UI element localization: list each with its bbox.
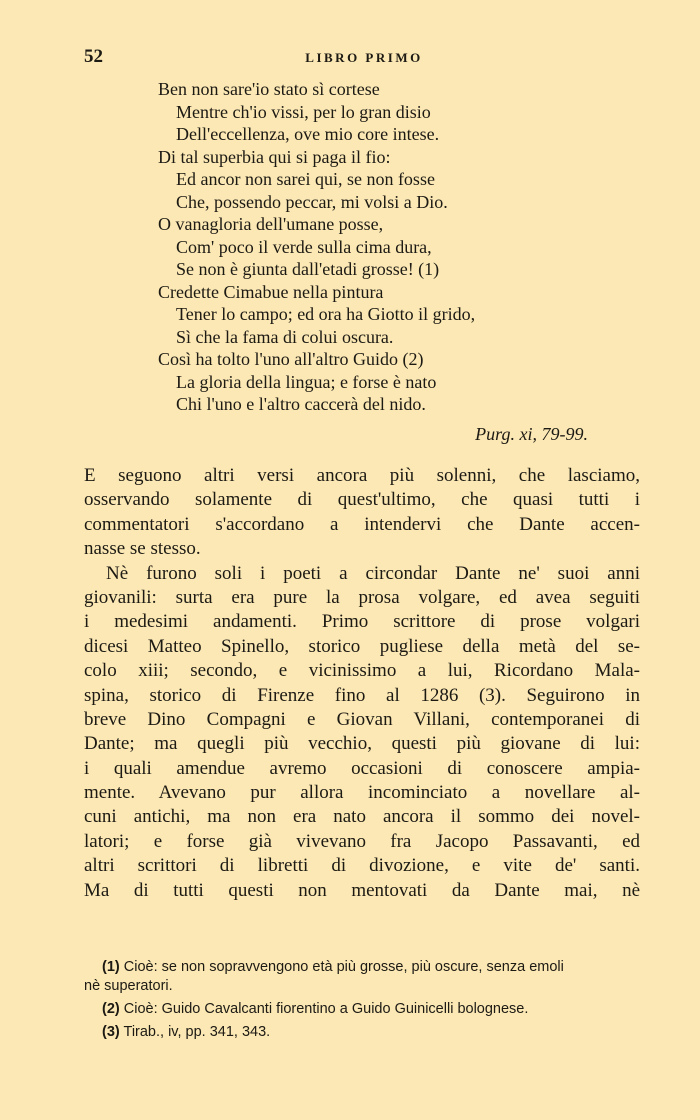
text-line: altri scrittori di libretti di divozione, e vite de' santi. — [84, 855, 640, 877]
poem-line: Tener lo campo; ed ora ha Giotto il grido, — [176, 304, 476, 324]
text-line: cuni antichi, ma non era nato ancora il sommo dei novel- — [84, 806, 640, 828]
text-line: commentatori s'accordano a intendervi che Dante accen- — [84, 513, 640, 535]
text-line: Nè furono soli i poeti a circondar Dante ne' suoi anni — [106, 562, 640, 584]
footnote — [84, 1000, 640, 1019]
footnote-text: Cioè: Guido Cavalcanti fiorentino a Guido Guinicelli bolognese. — [119, 1001, 529, 1017]
paragraph — [84, 562, 640, 903]
footnote-text: Cioè: se non sopravvengono età più grosse, più oscure, senza emoli — [119, 959, 564, 975]
page-header — [84, 46, 644, 74]
text-line: nasse se stesso. — [84, 538, 201, 560]
text-line: E seguono altri versi ancora più solenni, che lasciamo, — [84, 465, 640, 486]
text-line: giovanili: surta era pure la prosa volgare, ed avea seguiti — [84, 586, 640, 608]
poem-line: Mentre ch'io vissi, per lo gran disio — [176, 101, 431, 122]
poem-quotation — [158, 78, 598, 416]
poem-line: Credette Cimabue nella pintura — [158, 281, 384, 302]
text-line: spina, storico di Firenze fino al 1286 (3). Seguirono in — [84, 684, 640, 706]
poem-reference: Purg. xi, 79-99. — [475, 424, 588, 444]
footnote — [84, 1023, 640, 1042]
poem-line: Che, possendo peccar, mi volsi a Dio. — [176, 191, 448, 212]
poem-line: Di tal superbia qui si paga il fio: — [158, 146, 391, 167]
running-head: LIBRO PRIMO — [305, 50, 423, 65]
footnote-mark: (3) — [102, 1024, 120, 1040]
footnote-text: nè superatori. — [84, 978, 173, 994]
poem-line: O vanagloria dell'umane posse, — [158, 214, 384, 234]
text-line: dicesi Matteo Spinello, storico pugliese della metà del se- — [84, 635, 640, 657]
text-line: latori; e forse già vivevano fra Jacopo Passavanti, ed — [84, 830, 640, 852]
footnotes — [84, 958, 640, 1046]
poem-line: Ed ancor non sarei qui, se non fosse — [176, 169, 435, 189]
body-text — [84, 464, 640, 903]
text-line: colo xiii; secondo, e vicinissimo a lui, Ricordano Mala- — [84, 660, 640, 682]
poem-line: Com' poco il verde sulla cima dura, — [176, 236, 432, 257]
footnote — [84, 958, 640, 996]
text-line: i quali amendue avremo occasioni di conoscere ampia- — [84, 757, 640, 779]
text-line: breve Dino Compagni e Giovan Villani, contemporanei di — [84, 708, 640, 730]
footnote-text: Tirab., iv, pp. 341, 343. — [119, 1024, 271, 1040]
text-line: mente. Avevano pur allora incominciato a novellare al- — [84, 782, 640, 804]
poem-line: La gloria della lingua; e forse è nato — [176, 371, 437, 392]
poem-line: Sì che la fama di colui oscura. — [176, 326, 394, 347]
paragraph — [84, 464, 640, 562]
page-number: 52 — [84, 46, 103, 67]
poem-line: Dell'eccellenza, ove mio core intese. — [176, 124, 440, 144]
text-line: i medesimi andamenti. Primo scrittore di prose volgari — [84, 611, 640, 633]
text-line: Ma di tutti questi non mentovati da Dante mai, nè — [84, 879, 640, 901]
text-line: osservando solamente di quest'ultimo, che quasi tutti i — [84, 489, 640, 511]
footnote-mark: (2) — [102, 1001, 120, 1017]
poem-line: Così ha tolto l'uno all'altro Guido (2) — [158, 349, 424, 369]
poem-line: Se non è giunta dall'etadi grosse! (1) — [176, 259, 440, 279]
poem-line: Chi l'uno e l'altro caccerà del nido. — [176, 394, 426, 414]
footnote-mark: (1) — [102, 959, 120, 975]
poem-line: Ben non sare'io stato sì cortese — [158, 79, 380, 99]
text-line: Dante; ma quegli più vecchio, questi più giovane di lui: — [84, 733, 640, 755]
